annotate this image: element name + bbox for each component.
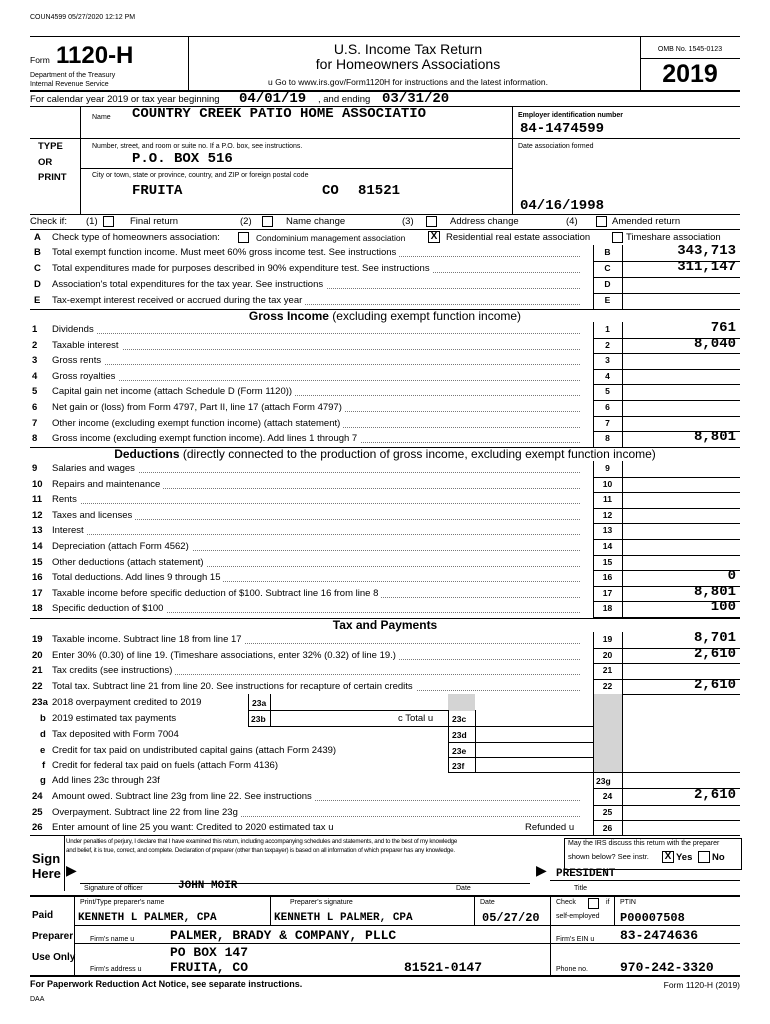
line-description: Capital gain net income (attach Schedule D (Form 1120)) [52, 386, 295, 397]
ein-value: 84-1474599 [520, 121, 605, 137]
line-23a-number: 23a [32, 697, 48, 708]
line-23b-code: 23b [251, 714, 266, 724]
firm-address-zip: 81521-0147 [404, 960, 483, 975]
line-a-text: Check type of homeowners association: [52, 232, 220, 243]
condo-checkbox[interactable] [238, 232, 249, 243]
firm-ein-label: Firm's EIN u [556, 936, 595, 943]
check-if-label: Check if: [30, 216, 67, 227]
street-value: P.O. BOX 516 [132, 151, 233, 167]
timeshare-checkbox[interactable] [612, 232, 623, 243]
line-description: Tax credits (see instructions) [52, 665, 175, 676]
preparer-signature-label: Preparer's signature [290, 899, 353, 906]
line-description: Overpayment. Subtract line 22 from line 23g [52, 807, 241, 818]
line-description: Total tax. Subtract line 21 from line 20. See instructions for recapture of certain credits [52, 681, 416, 692]
preparer-print-name: KENNETH L PALMER, CPA [78, 912, 217, 924]
line-number: 2 [32, 339, 38, 351]
line-code: 9 [605, 463, 610, 473]
line-description: Repairs and maintenance [52, 479, 163, 490]
line-number: 24 [32, 791, 43, 802]
line-description: Total expenditures made for purposes described in 90% expenditure test. See instructions [52, 263, 433, 274]
amended-return-label: Amended return [612, 216, 681, 227]
leader-dots [52, 349, 580, 350]
use-only-label: Use Only [32, 952, 76, 963]
line-amount[interactable]: 8,801 [693, 583, 736, 600]
line-amount[interactable]: 100 [710, 599, 736, 616]
self-employed-check-label: Check [556, 899, 576, 906]
preparer-signature: KENNETH L PALMER, CPA [274, 912, 413, 924]
line-code: 21 [602, 665, 613, 675]
type-label: TYPE [38, 141, 63, 152]
calendar-mid: , and ending [318, 94, 371, 105]
line-code: 14 [602, 541, 613, 551]
line-amount[interactable]: 2,610 [693, 787, 736, 803]
line-26-text: Enter amount of line 25 you want: Credited to 2020 estimated tax u [52, 822, 334, 833]
line-number: 25 [32, 806, 43, 818]
line-23e-number: e [40, 745, 46, 756]
ein-label: Employer identification number [518, 112, 624, 119]
print-stamp: COUN4599 05/27/2020 12:12 PM [30, 14, 136, 21]
timeshare-label: Timeshare association [626, 232, 721, 243]
line-description: Other income (excluding exempt function income) (attach statement) [52, 418, 343, 429]
line-number: D [34, 279, 41, 290]
final-return-label: Final return [130, 216, 179, 227]
tax-year-end: 03/31/20 [382, 91, 450, 107]
tax-year: 2019 [662, 60, 718, 88]
check-num-2: (2) [240, 216, 252, 227]
penalty-statement-1: Under penalties of perjury, I declare that I have examined this return, including accompanying schedules and statements, and to the best of my knowledge [66, 838, 458, 845]
line-number: 20 [32, 649, 43, 661]
line-description: Specific deduction of $100 [52, 603, 166, 614]
omb-number: OMB No. 1545-0123 [657, 46, 723, 53]
line-code: C [604, 263, 611, 273]
line-description: Taxable interest [52, 340, 122, 351]
line-number: C [34, 263, 41, 274]
line-number: 9 [32, 463, 38, 474]
or-label: OR [38, 157, 53, 168]
line-amount[interactable]: 8,701 [693, 630, 736, 646]
line-code: 18 [602, 603, 613, 614]
line-code: 2 [605, 339, 610, 350]
tax-payments-title: Tax and Payments [332, 618, 438, 632]
deductions-title: Deductions [114, 447, 180, 461]
residential-checkbox[interactable]: X [428, 231, 440, 243]
discuss-no-checkbox[interactable] [698, 851, 710, 863]
line-code: 1 [605, 324, 610, 334]
line-code: 16 [602, 572, 613, 583]
daa-label: DAA [30, 996, 45, 1003]
dept-line2: Internal Revenue Service [30, 81, 109, 88]
self-employed-if: if [606, 899, 610, 906]
line-23b-number: b [40, 713, 46, 724]
paperwork-notice: For Paperwork Reduction Act Notice, see separate instructions. [30, 979, 303, 989]
here-label: Here [32, 866, 61, 881]
discuss-yes-label: Yes [676, 852, 693, 863]
tax-year-begin: 04/01/19 [239, 91, 307, 107]
check-num-4: (4) [566, 216, 578, 227]
date-formed-label: Date association formed [518, 143, 594, 150]
line-number: 11 [32, 494, 43, 506]
line-number: 4 [32, 370, 38, 382]
line-amount[interactable]: 8,801 [693, 429, 736, 446]
officer-title: PRESIDENT [556, 868, 616, 880]
line-23f-number: f [42, 760, 46, 771]
line-description: Gross rents [52, 355, 104, 366]
line-26-number: 26 [32, 822, 43, 833]
address-change-label: Address change [450, 216, 519, 227]
line-description: Interest [52, 525, 87, 536]
line-26-code: 26 [602, 823, 613, 833]
line-23e-text: Credit for tax paid on undistributed capital gains (attach Form 2439) [52, 745, 337, 756]
line-code: 4 [605, 370, 610, 381]
discuss-question-1: May the IRS discuss this return with the preparer [568, 840, 720, 847]
line-code: 13 [602, 525, 613, 536]
line-number: 12 [32, 509, 43, 521]
line-amount[interactable]: 0 [727, 568, 736, 585]
leader-dots [52, 364, 580, 365]
line-code: 10 [602, 478, 613, 489]
line-description: Enter 30% (0.30) of line 19. (Timeshare associations, enter 32% (0.32) of line 19.) [52, 650, 399, 661]
firm-address-1: PO BOX 147 [170, 945, 249, 960]
name-change-checkbox[interactable] [262, 216, 273, 227]
line-description: Gross royalties [52, 371, 118, 382]
line-23g-code: 23g [596, 776, 611, 786]
dept-line1: Department of the Treasury [30, 72, 116, 79]
line-amount[interactable]: 343,713 [677, 243, 736, 259]
line-amount[interactable]: 761 [710, 320, 736, 336]
address-change-checkbox[interactable] [426, 216, 437, 227]
ptin-label: PTIN [620, 899, 636, 906]
penalty-statement-2: and belief, it is true, correct, and complete. Declaration of preparer (other than taxpayer) is based on all information of which preparer has any knowledge. [66, 847, 455, 854]
line-description: Rents [52, 494, 80, 505]
gross-income-title: Gross Income [248, 309, 329, 323]
phone-label: Phone no. [556, 966, 588, 973]
paid-label: Paid [32, 910, 54, 921]
line-description: Tax-exempt interest received or accrued during the tax year [52, 295, 305, 306]
line-23d-number: d [40, 729, 46, 740]
line-code: 17 [602, 587, 613, 598]
line-23d-text: Tax deposited with Form 7004 [52, 729, 179, 740]
city-value: FRUITA [132, 183, 183, 199]
name-label: Name [92, 114, 111, 121]
instructions-link: u Go to www.irs.gov/Form1120H for instructions and the latest information. [268, 77, 548, 87]
line-23a-code: 23a [252, 698, 267, 708]
discuss-yes-checkbox[interactable]: X [662, 851, 674, 863]
ptin-value: P00007508 [620, 911, 685, 925]
check-num-3: (3) [402, 216, 414, 227]
line-code: 3 [605, 355, 610, 366]
line-code: D [604, 279, 611, 289]
leader-dots [52, 534, 580, 535]
line-description: Net gain or (loss) from Form 4797, Part II, line 17 (attach Form 4797) [52, 402, 345, 413]
date-formed-value: 04/16/1998 [520, 198, 605, 214]
line-number: 1 [32, 324, 38, 335]
officer-title-label: Title [574, 885, 587, 892]
association-name: COUNTRY CREEK PATIO HOME ASSOCIATIO [132, 106, 427, 122]
preparer-date: 05/27/20 [482, 911, 540, 925]
line-number: 17 [32, 587, 43, 599]
street-label: Number, street, and room or suite no. If a P.O. box, see instructions. [92, 143, 303, 150]
line-code: 11 [603, 494, 612, 505]
line-description: Depreciation (attach Form 4562) [52, 541, 192, 552]
leader-dots [52, 333, 580, 334]
city-label: City or town, state or province, country, and ZIP or foreign postal code [92, 172, 309, 179]
line-code: 22 [602, 680, 613, 691]
line-amount[interactable]: 2,610 [693, 645, 736, 662]
residential-label: Residential real estate association [446, 232, 591, 243]
line-23f-text: Credit for federal tax paid on fuels (attach Form 4136) [52, 760, 279, 771]
line-23e-code: 23e [452, 746, 467, 756]
line-code: 20 [602, 649, 613, 660]
line-23g-text: Add lines 23c through 23f [52, 775, 160, 786]
discuss-no-label: No [712, 852, 725, 863]
line-23c-label: c Total u [398, 713, 434, 724]
line-description: Total deductions. Add lines 9 through 15 [52, 572, 223, 583]
line-code: 25 [602, 806, 613, 817]
amended-return-checkbox[interactable] [596, 216, 607, 227]
condo-label: Condominium management association [256, 233, 406, 243]
line-code: E [604, 295, 611, 305]
line-code: 12 [602, 509, 613, 520]
line-number: 5 [32, 386, 38, 398]
line-number: 16 [32, 572, 43, 584]
line-code: 19 [602, 634, 613, 644]
line-number: 10 [32, 478, 43, 490]
line-23g-number: g [40, 775, 46, 786]
form-title-1: U.S. Income Tax Return [333, 41, 483, 57]
line-number: 7 [32, 417, 38, 429]
line-description: Taxes and licenses [52, 510, 135, 521]
firm-address-label: Firm's address u [90, 966, 142, 973]
state-value: CO [322, 183, 339, 199]
line-number: 14 [32, 541, 43, 552]
self-employed-checkbox[interactable] [588, 898, 599, 909]
line-23a-text: 2018 overpayment credited to 2019 [52, 697, 202, 708]
line-description: Salaries and wages [52, 463, 138, 474]
line-code: 7 [605, 417, 610, 428]
line-number: 6 [32, 402, 38, 413]
line-number: 19 [32, 634, 43, 645]
line-number: 15 [32, 556, 43, 568]
firm-ein: 83-2474636 [620, 928, 699, 943]
gross-income-subtitle: (excluding exempt function income) [332, 309, 522, 323]
line-amount[interactable]: 311,147 [677, 259, 736, 275]
form-title-2: for Homeowners Associations [315, 56, 501, 72]
line-amount[interactable]: 2,610 [693, 676, 736, 693]
sign-arrow-icon-2: ▶ [536, 862, 547, 878]
line-number: 3 [32, 355, 38, 367]
firm-name-label: Firm's name u [90, 936, 135, 943]
line-26-refunded: Refunded u [525, 822, 575, 833]
line-description: Dividends [52, 324, 97, 335]
self-employed-label: self-employed [556, 913, 600, 920]
line-code: 5 [605, 386, 610, 397]
form-number: 1120-H [56, 42, 134, 69]
line-23c-code: 23c [452, 714, 467, 724]
line-number: 8 [32, 433, 38, 445]
name-change-label: Name change [286, 216, 346, 227]
line-number: 18 [32, 603, 43, 615]
line-23b-text: 2019 estimated tax payments [52, 713, 177, 724]
form-reference: Form 1120-H (2019) [663, 980, 740, 990]
form-word: Form [30, 55, 50, 65]
line-code: 15 [602, 556, 613, 567]
line-number: 13 [32, 525, 43, 537]
line-number: 22 [32, 680, 43, 692]
phone-value: 970-242-3320 [620, 960, 714, 975]
line-23f-code: 23f [452, 761, 465, 771]
line-number: 21 [32, 665, 43, 676]
line-amount[interactable]: 8,040 [693, 335, 736, 352]
sign-arrow-icon: ▶ [66, 862, 77, 878]
preparer-label: Preparer [32, 931, 74, 942]
line-code: 24 [602, 791, 613, 801]
deductions-subtitle: (directly connected to the production of gross income, excluding exempt function income) [182, 447, 656, 461]
leader-dots [52, 503, 580, 504]
line-description: Total exempt function income. Must meet 60% gross income test. See instructions [52, 247, 399, 258]
line-number: E [34, 295, 41, 306]
line-23d-code: 23d [452, 730, 467, 740]
officer-signature-label: Signature of officer [84, 885, 143, 892]
check-num-1: (1) [86, 216, 98, 227]
sign-label: Sign [32, 851, 61, 866]
discuss-question-2: shown below? See instr. [568, 852, 649, 861]
officer-date-label: Date [456, 885, 471, 892]
line-code: B [604, 247, 611, 257]
preparer-date-label: Date [480, 899, 495, 906]
calendar-prefix: For calendar year 2019 or tax year beginning [30, 94, 220, 105]
line-description: Gross income (excluding exempt function income). Add lines 1 through 7 [52, 433, 360, 444]
officer-name: JOHN MOIR [178, 880, 238, 892]
print-label: PRINT [38, 172, 67, 183]
line-description: Amount owed. Subtract line 23g from line 22. See instructions [52, 791, 315, 802]
line-description: Association's total expenditures for the tax year. See instructions [52, 279, 326, 290]
preparer-print-label: Print/Type preparer's name [80, 899, 165, 906]
line-description: Taxable income. Subtract line 18 from line 17 [52, 634, 245, 645]
line-description: Taxable income before specific deduction of $100. Subtract line 16 from line 8 [52, 588, 381, 599]
final-return-checkbox[interactable] [103, 216, 114, 227]
line-description: Other deductions (attach statement) [52, 557, 207, 568]
line-code: 6 [605, 402, 610, 412]
line-a-letter: A [34, 232, 41, 243]
firm-address-2: FRUITA, CO [170, 960, 249, 975]
zip-value: 81521 [358, 183, 401, 199]
line-number: B [34, 247, 41, 258]
leader-dots [52, 380, 580, 381]
line-code: 8 [605, 433, 610, 444]
firm-name: PALMER, BRADY & COMPANY, PLLC [170, 928, 397, 943]
